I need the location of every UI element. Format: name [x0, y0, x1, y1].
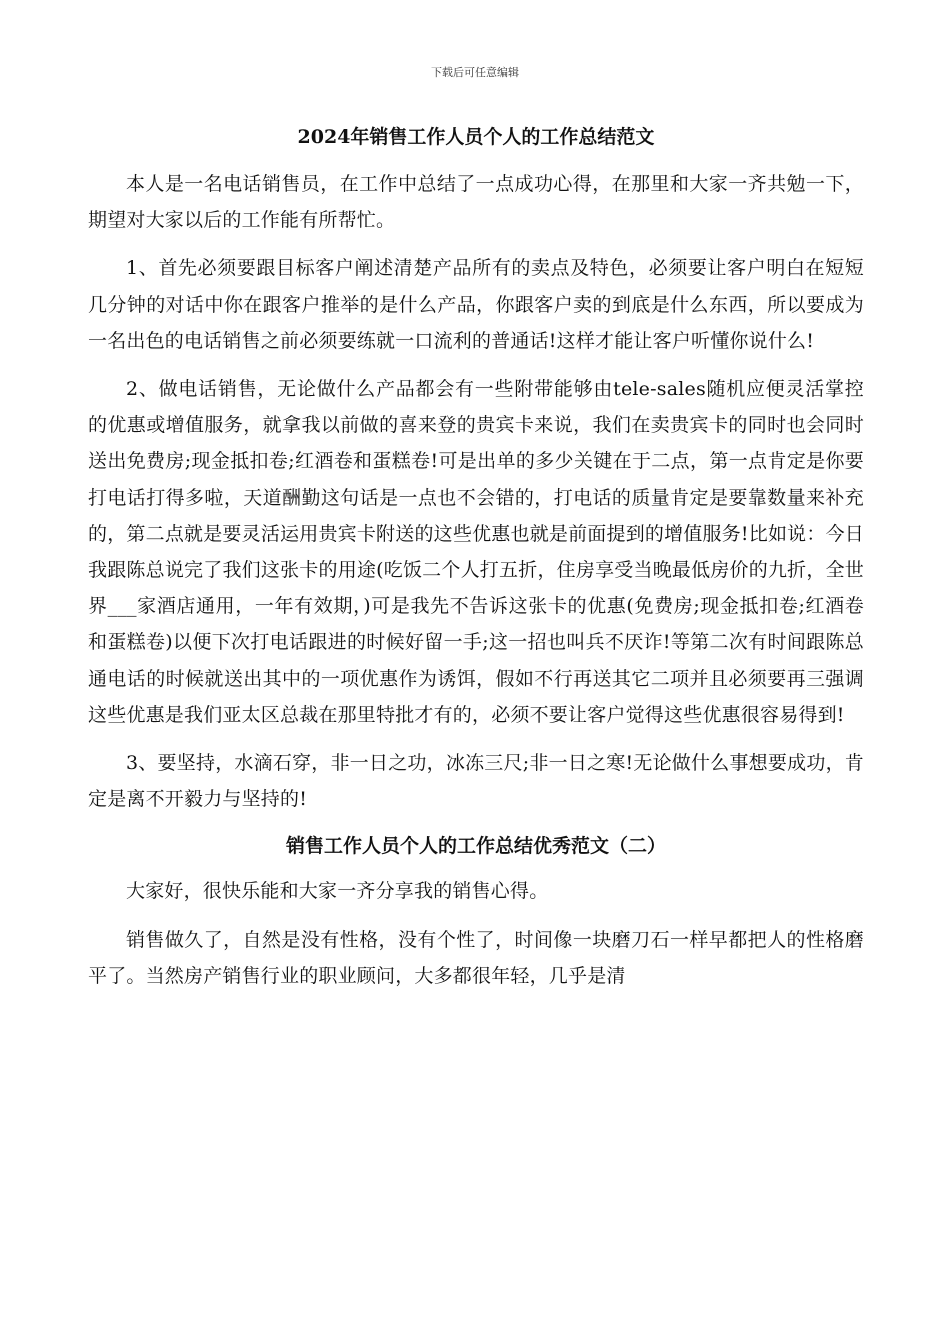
document-title: 2024年销售工作人员个人的工作总结范文 [297, 126, 655, 148]
paragraph-intro: 本人是一名电话销售员，在工作中总结了一点成功心得，在那里和大家一齐共勉一下，期望对大家以后的工作能有所帮忙。 [88, 173, 864, 232]
header-note: 下载后可任意编辑 [431, 66, 519, 79]
paragraph-point-2: 2、做电话销售，无论做什么产品都会有一些附带能够由tele-sales随机应便灵活掌控的优惠或增值服务，就拿我以前做的喜来登的贵宾卡来说，我们在卖贵宾卡的同时也会同时送出免费房;现金抵扣卷;红酒卷和蛋糕卷!可是出单的多少关键在于二点，第一点肯定是你要打电话打得多啦，天道酬勤这句话是一点也不会错的，打电话的质量肯定是要靠数量来补充的，第二点就是要灵活运用贵宾卡附送的这些优惠也就是前面提到的增值服务!比如说：今日我跟陈总说完了我们这张卡的用途(吃饭二个人打五折，住房享受当晚最低房价的九折，全世界___家酒店通用，一年有效期，)可是我先不告诉这张卡的优惠(免费房;现金抵扣卷;红酒卷和蛋糕卷)以便下次打电话跟进的时候好留一手;这一招也叫兵不厌诈!等第二次有时间跟陈总通电话的时候就送出其中的一项优惠作为诱饵，假如不行再送其它二项并且必须要再三强调这些优惠是我们亚太区总裁在那里特批才有的，必须不要让客户觉得这些优惠很容易得到! [88, 378, 864, 726]
paragraph-greeting: 大家好，很快乐能和大家一齐分享我的销售心得。 [126, 880, 549, 903]
paragraph-sales-experience: 销售做久了，自然是没有性格，没有个性了，时间像一块磨刀石一样早都把人的性格磨平了。当然房产销售行业的职业顾问，大多都很年轻，几乎是清 [88, 928, 864, 987]
document-body [88, 120, 864, 1006]
section-subtitle: 销售工作人员个人的工作总结优秀范文（二） [285, 835, 666, 858]
paragraph-point-1: 1、首先必须要跟目标客户阐述清楚产品所有的卖点及特色，必须要让客户明白在短短几分钟的对话中你在跟客户推举的是什么产品，你跟客户卖的到底是什么东西，所以要成为一名出色的电话销售之前必须要练就一口流利的普通话!这样才能让客户听懂你说什么! [88, 257, 864, 352]
paragraph-point-3: 3、要坚持，水滴石穿，非一日之功，冰冻三尺;非一日之寒!无论做什么事想要成功，肯定是离不开毅力与坚持的! [88, 752, 864, 811]
